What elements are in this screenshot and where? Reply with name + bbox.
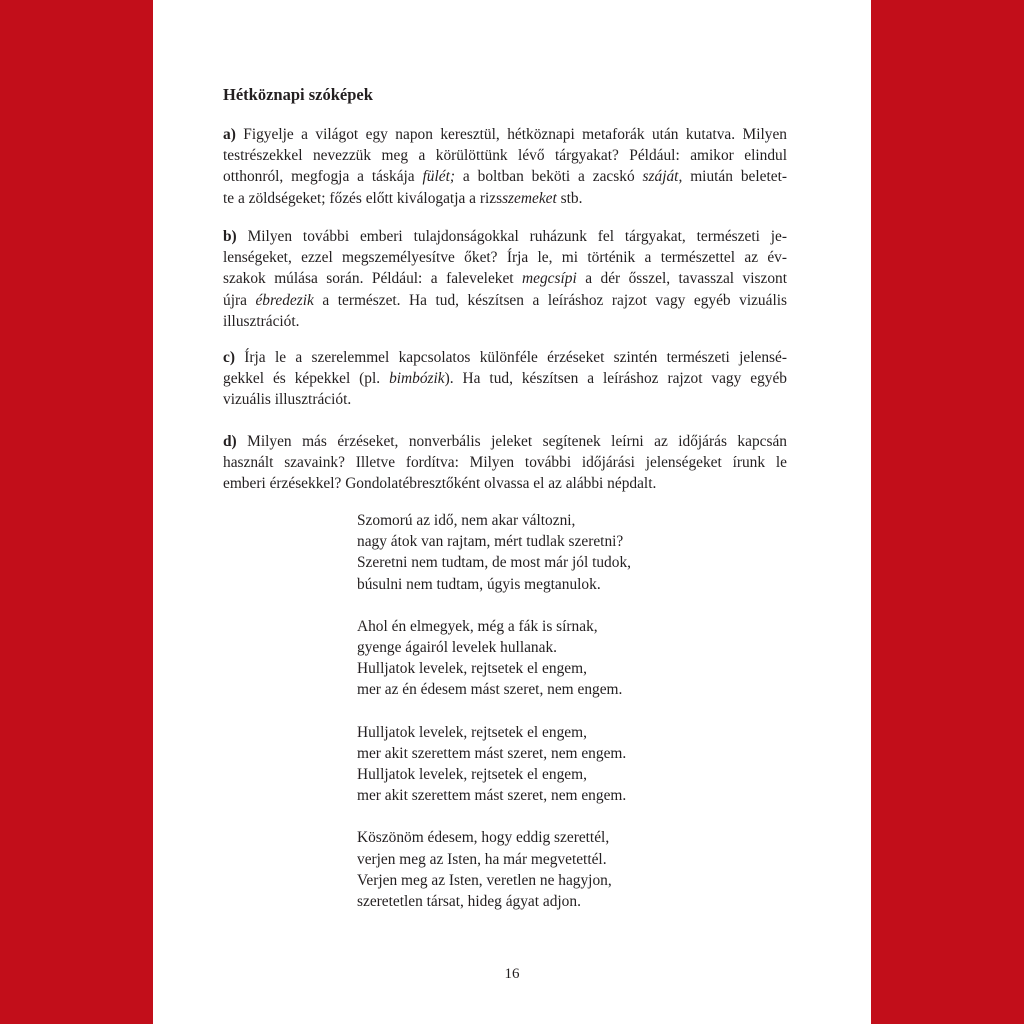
exercise-b [223, 226, 787, 332]
poem-line: Szomorú az idő, nem akar változni, [357, 512, 576, 529]
page-title: Hétköznapi szóképek [223, 85, 373, 104]
exercise-label: a) [223, 126, 236, 143]
text-line: Milyen további emberi tulajdonságokkal ruházunk fel tárgyakat, természeti je- [236, 228, 787, 245]
text-line: a természet. Ha tud, készítsen a leíráshoz rajzot vagy egyéb vizuális [313, 291, 787, 309]
exercise-label: b) [223, 228, 237, 245]
poem-stanza [357, 616, 777, 701]
text-line: használt szavaink? Illetve fordítva: Milyen további időjárási jelenségeket írunk le [223, 454, 787, 472]
poem-line: Hulljatok levelek, rejtsetek el engem, [357, 723, 587, 741]
italic-word: szemeket [502, 189, 557, 207]
text-line: ). Ha tud, készítsen a leíráshoz rajzot vagy egyéb [444, 370, 787, 388]
text-line: te a zöldségeket; főzés előtt kiválogatja a rizs [223, 189, 503, 207]
text-line: stb. [556, 189, 583, 207]
text-line: illusztrációt. [223, 312, 300, 330]
text-line: Figyelje a világot egy napon keresztül, hétköznapi metaforák után kutatva. Milyen [235, 126, 787, 143]
exercise-a [223, 124, 787, 209]
poem-line: szeretetlen társat, hideg ágyat adjon. [357, 893, 581, 911]
poem-line: mer akit szerettem mást szeret, nem engem. [357, 744, 627, 762]
text-line: gekkel és képekkel (pl. [223, 370, 390, 388]
text-line: emberi érzésekkel? Gondolatébresztőként olvassa el az alábbi népdalt. [223, 475, 657, 493]
italic-word: bimbózik [389, 370, 445, 388]
poem-line: búsulni nem tudtam, úgyis megtanulok. [357, 575, 601, 593]
italic-word: fülét; [422, 168, 456, 186]
poem-line: nagy átok van rajtam, mért tudlak szeretni? [357, 533, 624, 551]
text-line: lenségeket, ezzel megszemélyesítve őket? Írja le, mi történik a természettel az év- [223, 249, 787, 267]
text-line: Írja le a szerelemmel kapcsolatos különféle érzéseket szintén természeti jelensé- [234, 349, 787, 366]
folk-song [357, 510, 777, 933]
poem-line: mer akit szerettem mást szeret, nem engem. [357, 787, 627, 805]
italic-word: ébredezik [255, 291, 314, 309]
poem-line: Ahol én elmegyek, még a fák is sírnak, [357, 617, 598, 635]
page-number: 16 [504, 966, 520, 982]
text-line: újra [223, 291, 256, 309]
text-line: testrészekkel nevezzük meg a körülöttünk lévő tárgyakat? Például: amikor elindul [223, 147, 787, 165]
poem-line: gyenge ágairól levelek hullanak. [357, 639, 557, 657]
italic-word: száját, [642, 168, 683, 186]
text-line: a boltban beköti a zacskó [455, 168, 643, 186]
text-line: a dér ősszel, tavasszal viszont [576, 270, 787, 288]
exercise-c [223, 347, 787, 411]
poem-line: mer az én édesem mást szeret, nem engem. [357, 681, 623, 699]
text-line: szakok múlása során. Például: a faleveleket [223, 270, 523, 288]
exercise-label: d) [223, 433, 237, 450]
text-line: Milyen más érzéseket, nonverbális jeleket segítenek leírni az időjárás kapcsán [236, 433, 787, 450]
poem-line: Hulljatok levelek, rejtsetek el engem, [357, 766, 587, 784]
poem-line: verjen meg az Isten, ha már megvetettél. [357, 850, 607, 868]
exercise-d [223, 431, 787, 495]
poem-line: Szeretni nem tudtam, de most már jól tudok, [357, 554, 631, 572]
book-page [153, 0, 871, 1024]
text-line: vizuális illusztrációt. [223, 391, 352, 409]
text-line: otthonról, megfogja a táskája [223, 168, 423, 186]
italic-word: megcsípi [522, 270, 577, 288]
exercise-label: c) [223, 349, 235, 366]
poem-line: Hulljatok levelek, rejtsetek el engem, [357, 660, 587, 678]
poem-line: Verjen meg az Isten, veretlen ne hagyjon, [357, 871, 612, 889]
poem-stanza [357, 722, 777, 807]
poem-stanza [357, 827, 777, 912]
text-line: miután beletet- [682, 168, 787, 186]
poem-line: Köszönöm édesem, hogy eddig szerettél, [357, 829, 610, 847]
poem-stanza [357, 510, 777, 595]
